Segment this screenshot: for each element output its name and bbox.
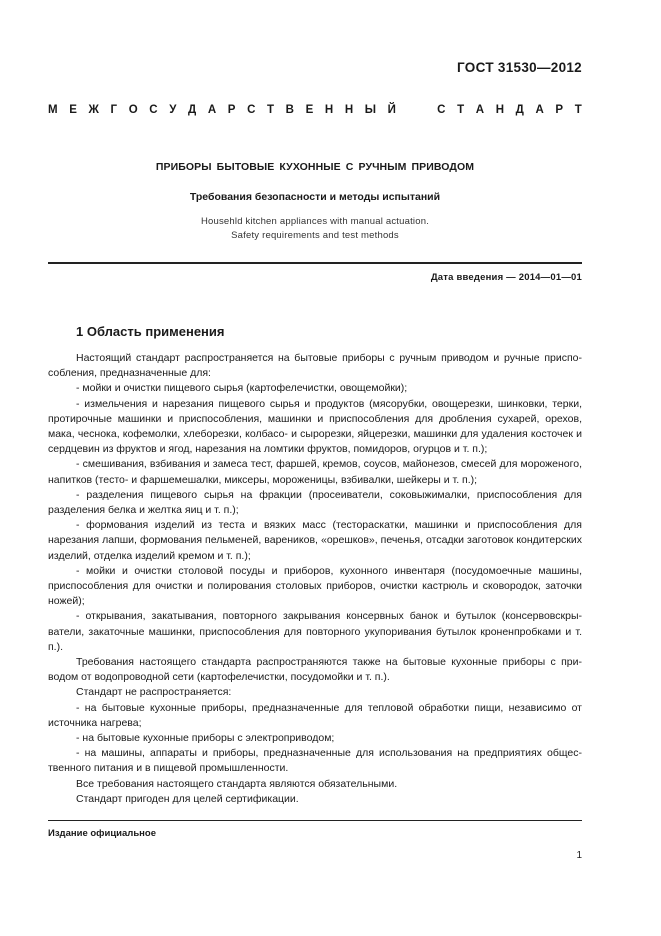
heading-letter: Д — [188, 104, 197, 116]
english-title — [48, 215, 582, 243]
heading-letter: Т — [267, 104, 275, 116]
paragraph: Требования настоящего стандарта распространяются также на бытовые кухонные приборы с приводом от водопроводной сети (картофелечистки, посудомойки и т. п.). — [48, 656, 582, 684]
heading-letter: С — [247, 104, 256, 116]
heading-letter: А — [207, 104, 217, 116]
page-number: 1 — [576, 850, 582, 861]
heading-letter: В — [285, 104, 294, 116]
heading-letter: А — [475, 104, 485, 116]
heading-letter: Р — [227, 104, 236, 116]
list-item: - измельчения и нарезания пищевого сырья и продуктов (мясорубки, овощерезки, шинковки, терки, протирочные машинки и приспособления, машинки и приспособления для дробления сухарей, орехов, мака, чеснока, кофемолки, хлеборезки, колбасо- и сырорезки, яйцерезки, машинки для удаления косточек и сердцевин из фруктов и ягод, нарезания на ломтики фруктов, помидоров, огурцов и т. п.); — [48, 397, 582, 456]
list-item: - смешивания, взбивания и замеса тест, фаршей, кремов, соусов, майонезов, смесей для мороженого, напитков (тесто- и фаршемешалки, миксеры, мороженицы, взбивалки, шейкеры и т. п.); — [48, 458, 582, 486]
heading-letter: Ж — [88, 104, 99, 116]
heading-word-gap — [408, 104, 426, 116]
list-item: - мойки и очистки пищевого сырья (картофелечистки, овощемойки); — [76, 382, 408, 395]
introduction-date: Дата введения — 2014—01—01 — [430, 272, 582, 283]
list-item: - на машины, аппараты и приборы, предназначенные для использования на предприятиях общественного питания и в пищевой промышленности. — [48, 747, 582, 775]
document-title: ПРИБОРЫ БЫТОВЫЕ КУХОННЫЕ С РУЧНЫМ ПРИВОДОМ — [155, 161, 475, 173]
heading-letter: Т — [574, 104, 582, 116]
title-divider — [48, 262, 582, 264]
standard-number: ГОСТ 31530—2012 — [457, 60, 582, 75]
list-item: - на бытовые кухонные приборы, предназначенные для тепловой обработки пищи, независимо от источника нагрева; — [48, 701, 582, 729]
list-item: - мойки и очистки столовой посуды и приборов, кухонного инвентаря (посудомоечные машины, приспособления для очистки и полирования столовых приборов, очистки кастрюль и сковородок, заточки ножей); — [48, 564, 582, 608]
heading-letter: Н — [495, 104, 505, 116]
footer-divider — [48, 820, 582, 821]
heading-letter: С — [437, 104, 446, 116]
section-body — [48, 351, 582, 807]
paragraph: Все требования настоящего стандарта являются обязательными. — [76, 777, 398, 790]
heading-letter: Н — [324, 104, 334, 116]
heading-letter: У — [169, 104, 177, 116]
section-heading: 1 Область применения — [76, 324, 225, 339]
paragraph: Стандарт пригоден для целей сертификации. — [76, 792, 299, 805]
english-title-line-2: Safety requirements and test methods — [231, 230, 399, 241]
heading-letter: Р — [555, 104, 564, 116]
paragraph: Настоящий стандарт распространяется на бытовые приборы с ручным приводом и ручные приспособления, предназначенные для: — [48, 352, 582, 380]
paragraph: Стандарт не распространяется: — [76, 686, 232, 699]
heading-letter: Г — [110, 104, 118, 116]
heading-letter: Е — [305, 104, 314, 116]
list-item: - открывания, закатывания, повторного закрывания консервных банок и бутылок (консервовскрыватели, закаточные машинки, приспособления для повторного укупоривания бутылок кроненпробками и т. п.). — [48, 610, 582, 653]
heading-letter: Е — [69, 104, 77, 116]
heading-letter: Ы — [364, 104, 377, 116]
document-subtitle: Требования безопасности и методы испытаний — [189, 191, 441, 203]
list-item: - разделения пищевого сырья на фракции (просеиватели, соковыжималки, приспособления для разделения белка и желтка яиц и т. п.); — [48, 488, 582, 517]
heading-letter: О — [128, 104, 138, 116]
heading-letter: Д — [515, 104, 524, 116]
list-item: - на бытовые кухонные приборы с электроприводом; — [76, 732, 335, 745]
heading-letter: А — [535, 104, 544, 116]
english-title-line-1: Househld kitchen appliances with manual actuation. — [200, 216, 430, 227]
heading-letter: Н — [344, 104, 354, 116]
interstate-standard-heading — [48, 104, 582, 116]
heading-letter: Й — [387, 104, 396, 116]
edition-note: Издание официальное — [48, 828, 156, 839]
heading-letter: Т — [457, 104, 465, 116]
list-item: - формования изделий из теста и вязких масс (тестораскатки, машинки и приспособления для нарезания лапши, формования пельменей, вареников, «орешков», печенья, отсадки заготовок кондитерских изделий, отделка изделий кремом и т. п.); — [48, 519, 582, 562]
heading-letter: М — [48, 104, 58, 116]
heading-letter: С — [149, 104, 158, 116]
